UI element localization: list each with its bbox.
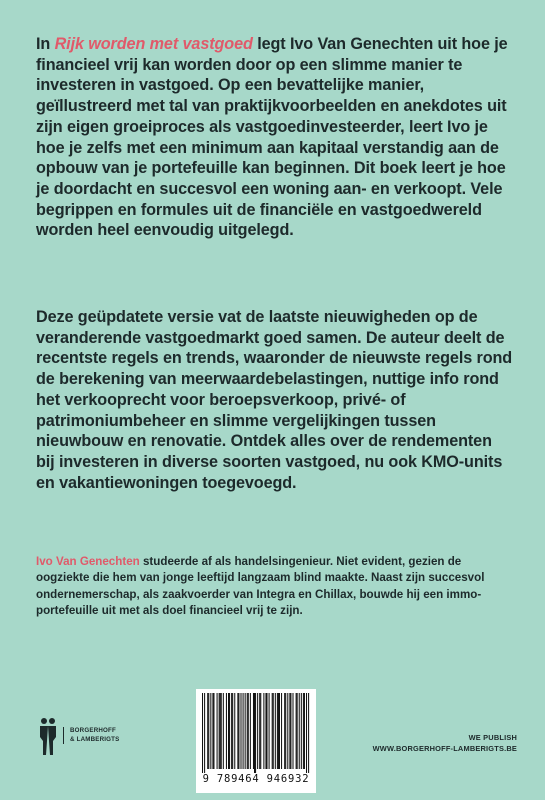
barcode-bar (232, 693, 233, 769)
barcode-bars (202, 693, 310, 773)
barcode-bar (220, 693, 221, 769)
barcode-bar (277, 693, 278, 769)
barcode-bar (281, 693, 282, 769)
barcode-bar (228, 693, 229, 769)
barcode-bar (266, 693, 267, 769)
barcode-bar (253, 693, 254, 769)
intro-paragraph (36, 34, 514, 241)
barcode-bar (289, 693, 290, 769)
barcode-bar (237, 693, 238, 769)
barcode-bar (284, 693, 285, 769)
barcode-bar (263, 693, 264, 769)
barcode-bar (285, 693, 286, 769)
barcode-bar (250, 693, 251, 769)
barcode-bar (259, 693, 260, 769)
publisher-logo-text (63, 727, 120, 744)
barcode-bar (257, 693, 258, 769)
barcode-bar (260, 693, 261, 769)
isbn-number: 9 789464 946932 (202, 773, 310, 785)
barcode-bar (308, 693, 309, 773)
barcode-bar (304, 693, 305, 769)
intro-body: legt Ivo Van Genechten uit hoe je financieel vrij kan worden door op een slimme manier te investeren in vastgoed. Op een bevattelijke manier, geïllustreerd met tal van praktijkvoorbeelden en anekdotes uit zijn eigen groeiproces als vastgoedinvesteerder, leert Ivo je hoe je zelfs met een minimum aan kapitaal verstandig aan de opbouw van je portefeuille kan beginnen. Dit boek leert je hoe je doordacht en succesvol een woning aan- en verkoopt. Vele begrippen en formules uit de financiële en vastgoedwereld worden heel eenvoudig uitgelegd. (36, 35, 508, 240)
barcode-bar (213, 693, 214, 769)
barcode-bar (272, 693, 273, 769)
barcode-bar (204, 693, 205, 773)
barcode-bar (243, 693, 244, 769)
barcode-bar (202, 693, 203, 773)
barcode-bar (290, 693, 291, 769)
publisher-info (373, 733, 517, 755)
barcode-bar (278, 693, 279, 769)
barcode-bar (207, 693, 208, 769)
update-paragraph: Deze geüpdatete versie vat de laatste nieuwigheden op de veranderende vastgoedmarkt goed samen. De auteur deelt de recentste regels en trends, waaronder de nieuwste regels rond de berekening van meerwaardebelastingen, nuttige info rond het verkooprecht voor beroepsverkoop, privé- of patrimoniumbeheer en slimme vergelijkingen tussen nieuwbouw en renovatie. Ontdek alles over de rendementen bij investeren in diverse soorten vastgoed, nu ook KMO-units en vakantiewoningen toegevoegd. (36, 308, 513, 492)
publisher-url: WWW.BORGERHOFF-LAMBERIGTS.BE (372, 743, 517, 753)
author-name: Ivo Van Genechten (36, 555, 140, 568)
publisher-tagline: WE PUBLISH (468, 733, 517, 742)
barcode-bar (234, 693, 235, 769)
barcode-bar (226, 693, 227, 769)
book-title: Rijk worden met vastgoed (54, 35, 253, 53)
barcode-bar (279, 693, 280, 769)
barcode-bar (297, 693, 298, 769)
logo-line-2: & LAMBERIGTS (70, 735, 120, 743)
barcode-bar (219, 693, 220, 769)
barcode-bar (223, 693, 224, 769)
barcode-bar (255, 693, 256, 773)
barcode-bar (292, 693, 293, 769)
barcode-bar (301, 693, 302, 769)
barcode-bar (212, 693, 213, 769)
barcode-bar (269, 693, 270, 769)
barcode-bar (229, 693, 230, 769)
publisher-logo (38, 717, 188, 761)
barcode-bar (247, 693, 248, 769)
author-bio-text: studeerde af als handelsingenieur. Niet evident, gezien de oogziekte die hem van jonge leeftijd langzaam blind maakte. Naast zijn succesvol ondernemerschap, als zaakvoerder van Integra en Chillax, bouwde hij een immo-portefeuille uit met als doel financieel vrij te zijn. (36, 555, 485, 618)
barcode-bar (245, 693, 246, 769)
barcode-bar (275, 693, 276, 769)
barcode-bar (299, 693, 300, 769)
barcode-bar (273, 693, 274, 769)
barcode-bar (303, 693, 304, 769)
barcode-bar (221, 693, 222, 769)
barcode-bar (296, 693, 297, 769)
barcode-bar (287, 693, 288, 769)
barcode-bar (306, 693, 307, 773)
isbn-barcode (196, 689, 316, 793)
intro-lead: In (36, 35, 51, 53)
barcode-bar (265, 693, 266, 769)
barcode-bar (240, 693, 241, 769)
barcode-bar (231, 693, 232, 769)
barcode-bar (238, 693, 239, 769)
barcode-bar (210, 693, 211, 769)
barcode-bar (208, 693, 209, 769)
barcode-bar (248, 693, 249, 769)
logo-line-1: BORGERHOFF (70, 727, 116, 734)
barcode-bar (217, 693, 218, 769)
barcode-bar (254, 693, 255, 773)
two-figures-icon (38, 717, 58, 757)
author-bio (36, 554, 506, 620)
